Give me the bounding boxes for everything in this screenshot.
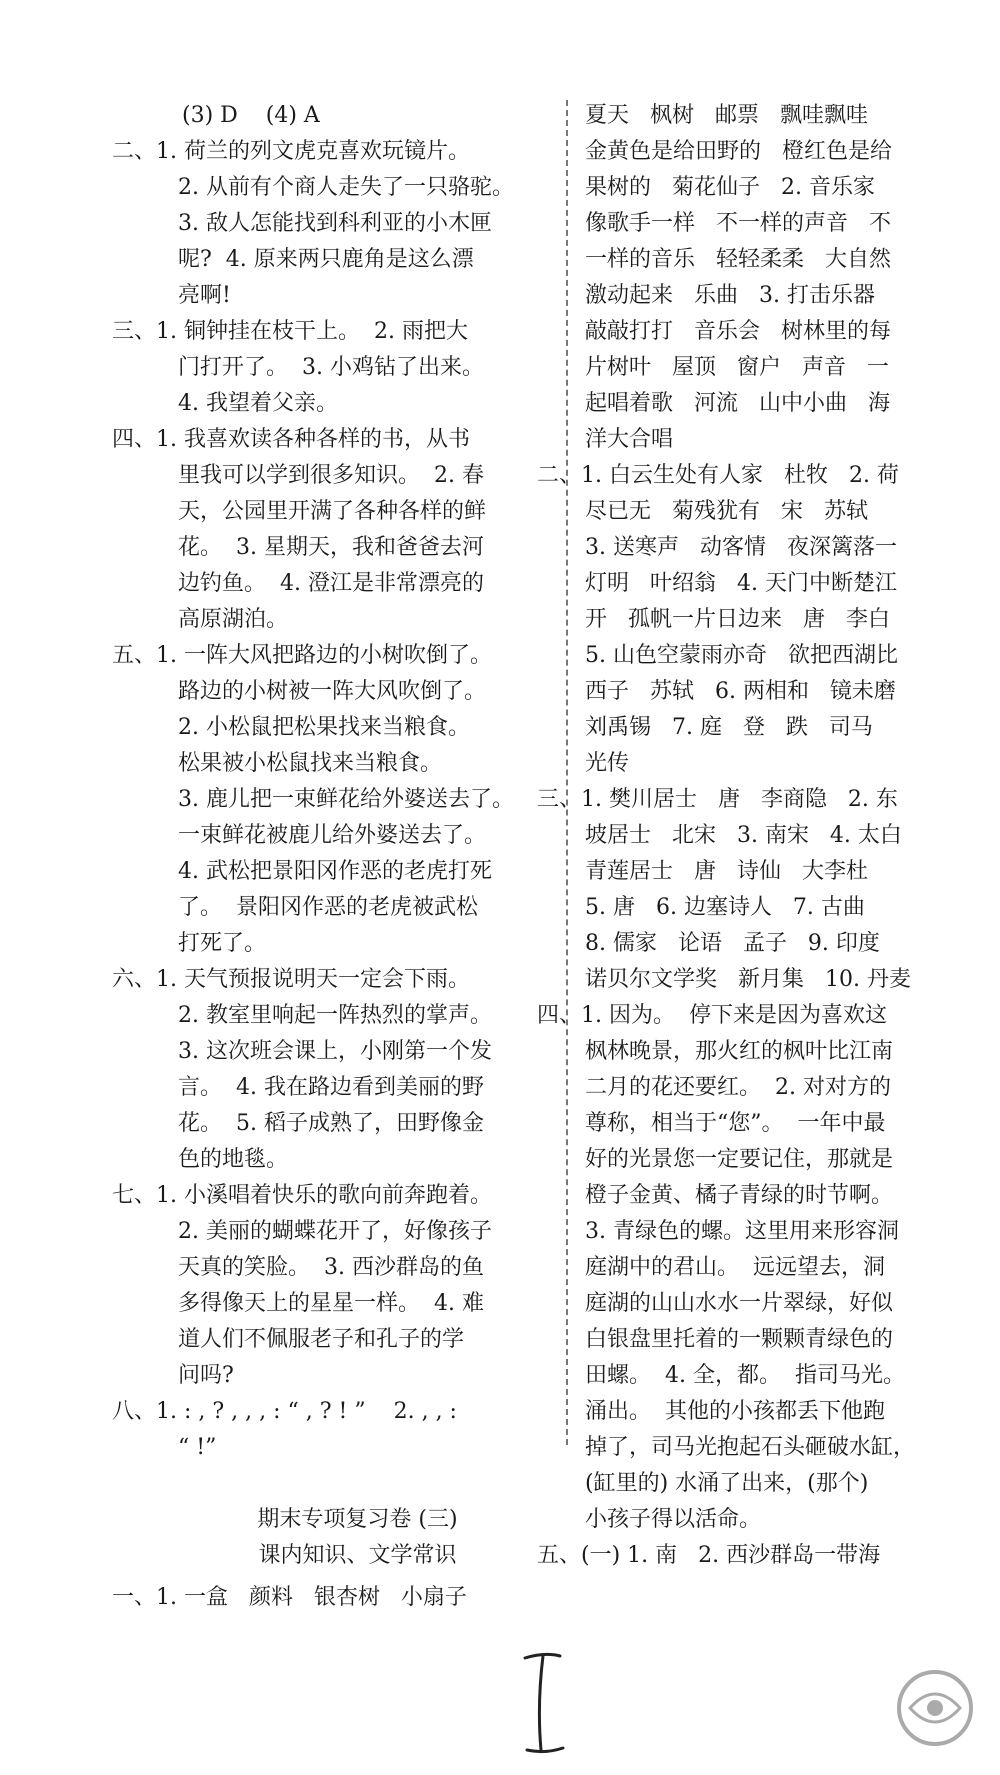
left-column xyxy=(112,98,555,1616)
text-line: 二、1. 荷兰的列文虎克喜欢玩镜片。 xyxy=(112,139,470,164)
text-line: “ !” xyxy=(178,1435,217,1460)
text-line: 田螺。 4. 全，都。 指司马光。 xyxy=(585,1363,905,1388)
text-line: 色的地毯。 xyxy=(178,1147,289,1172)
text-line: 5. 山色空蒙雨亦奇 欲把西湖比 xyxy=(585,643,898,668)
text-line: 掉了，司马光抱起石头砸破水缸， xyxy=(585,1435,916,1460)
text-line: 五、1. 一阵大风把路边的小树吹倒了。 xyxy=(112,643,492,668)
text-line: 枫林晚景，那火红的枫叶比江南 xyxy=(585,1039,894,1064)
text-line: 一、1. 一盒 颜料 银杏树 小扇子 xyxy=(112,1585,467,1610)
section-title: 期末专项复习卷 (三) xyxy=(257,1507,458,1532)
text-line: 天，公园里开满了各种各样的鲜 xyxy=(178,499,487,524)
text-line: 门打开了。 3. 小鸡钻了出来。 xyxy=(178,355,484,380)
text-line: 庭湖中的君山。 远远望去，洞 xyxy=(585,1255,885,1280)
text-line: 打死了。 xyxy=(178,931,267,956)
text-line: 松果被小松鼠找来当粮食。 xyxy=(178,751,443,776)
text-line: 边钓鱼。 4. 澄江是非常漂亮的 xyxy=(178,571,484,596)
text-line: 诺贝尔文学奖 新月集 10. 丹麦 xyxy=(585,967,911,992)
text-line: 四、1. 我喜欢读各种各样的书，从书 xyxy=(112,427,470,452)
text-line: 3. 这次班会课上，小刚第一个发 xyxy=(178,1039,492,1064)
text-line: 刘禹锡 7. 庭 登 跌 司马 xyxy=(585,715,873,740)
text-line: 敲敲打打 音乐会 树林里的每 xyxy=(585,319,891,344)
text-line: 庭湖的山山水水一片翠绿，好似 xyxy=(585,1291,894,1316)
text-line: 二、1. 白云生处有人家 杜牧 2. 荷 xyxy=(537,463,899,488)
watermark-logo xyxy=(880,1660,990,1770)
text-line: 花。 3. 星期天，我和爸爸去河 xyxy=(178,535,484,560)
text-line: 呢? 4. 原来两只鹿角是这么漂 xyxy=(178,247,474,272)
text-line: 夏天 枫树 邮票 飘哇飘哇 xyxy=(585,103,868,128)
handwritten-bracket-mark xyxy=(515,1650,575,1764)
text-line: 洋大合唱 xyxy=(585,427,674,452)
text-line: 橙子金黄、橘子青绿的时节啊。 xyxy=(585,1183,894,1208)
text-line: 天真的笑脸。 3. 西沙群岛的鱼 xyxy=(178,1255,484,1280)
text-line: 西子 苏轼 6. 两相和 镜未磨 xyxy=(585,679,896,704)
text-line: 开 孤帆一片日边来 唐 李白 xyxy=(585,607,890,632)
text-line: 5. 唐 6. 边塞诗人 7. 古曲 xyxy=(585,895,865,920)
text-line: 果树的 菊花仙子 2. 音乐家 xyxy=(585,175,875,200)
text-line: 三、1. 铜钟挂在枝干上。 2. 雨把大 xyxy=(112,319,468,344)
text-line: 2. 小松鼠把松果找来当粮食。 xyxy=(178,715,470,740)
text-line: 多得像天上的星星一样。 4. 难 xyxy=(178,1291,484,1316)
text-line: 青莲居士 唐 诗仙 大李杜 xyxy=(585,859,868,884)
text-line: 高原湖泊。 xyxy=(178,607,289,632)
text-line: 2. 从前有个商人走失了一只骆驼。 xyxy=(178,175,514,200)
text-line: 3. 鹿儿把一束鲜花给外婆送去了。 xyxy=(178,787,514,812)
text-line: 五、(一) 1. 南 2. 西沙群岛一带海 xyxy=(537,1543,881,1568)
section-subtitle: 课内知识、文学常识 xyxy=(258,1543,457,1568)
text-line: (缸里的) 水涌了出来，(那个) xyxy=(585,1471,869,1496)
text-line: 了。 景阳冈作恶的老虎被武松 xyxy=(178,895,478,920)
text-line: (3) D (4) A xyxy=(182,103,320,128)
text-line: 二月的花还要红。 2. 对对方的 xyxy=(585,1075,891,1100)
text-line: 好的光景您一定要记住，那就是 xyxy=(585,1147,894,1172)
text-line: 光传 xyxy=(585,751,630,776)
text-line: 言。 4. 我在路边看到美丽的野 xyxy=(178,1075,484,1100)
text-line: 片树叶 屋顶 窗户 声音 一 xyxy=(585,355,889,380)
text-line: 花。 5. 稻子成熟了，田野像金 xyxy=(178,1111,484,1136)
text-line: 8. 儒家 论语 孟子 9. 印度 xyxy=(585,931,880,956)
text-line: 涌出。 其他的小孩都丢下他跑 xyxy=(585,1399,885,1424)
text-line: 尽已无 菊残犹有 宋 苏轼 xyxy=(585,499,868,524)
text-line: 3. 敌人怎能找到科利亚的小木匣 xyxy=(178,211,492,236)
text-line: 亮啊! xyxy=(178,283,231,308)
text-line: 里我可以学到很多知识。 2. 春 xyxy=(178,463,484,488)
text-line: 金黄色是给田野的 橙红色是给 xyxy=(585,139,892,164)
text-line: 3. 青绿色的螺。这里用来形容洞 xyxy=(585,1219,899,1244)
text-line: 4. 我望着父亲。 xyxy=(178,391,338,416)
text-line: 白银盘里托着的一颗颗青绿色的 xyxy=(585,1327,894,1352)
text-line: 起唱着歌 河流 山中小曲 海 xyxy=(585,391,890,416)
text-line: 激动起来 乐曲 3. 打击乐器 xyxy=(585,283,875,308)
text-line: 八、1. : , ? , , , : “ , ? ! ” 2. , , : xyxy=(112,1399,457,1424)
text-line: 三、1. 樊川居士 唐 李商隐 2. 东 xyxy=(537,787,898,812)
text-line: 一束鲜花被鹿儿给外婆送去了。 xyxy=(178,823,487,848)
text-line: 一样的音乐 轻轻柔柔 大自然 xyxy=(585,247,891,272)
right-column xyxy=(537,98,960,1574)
text-line: 四、1. 因为。 停下来是因为喜欢这 xyxy=(537,1003,887,1028)
text-line: 道人们不佩服老子和孔子的学 xyxy=(178,1327,465,1352)
text-line: 3. 送寒声 动客情 夜深篱落一 xyxy=(585,535,897,560)
text-line: 路边的小树被一阵大风吹倒了。 xyxy=(178,679,487,704)
text-line: 六、1. 天气预报说明天一定会下雨。 xyxy=(112,967,470,992)
text-line: 小孩子得以活命。 xyxy=(585,1507,762,1532)
text-line: 问吗? xyxy=(178,1363,234,1388)
text-line: 尊称，相当于“您”。 一年中最 xyxy=(585,1111,886,1136)
text-line: 灯明 叶绍翁 4. 天门中断楚江 xyxy=(585,571,897,596)
text-line: 像歌手一样 不一样的声音 不 xyxy=(585,211,891,236)
text-line: 七、1. 小溪唱着快乐的歌向前奔跑着。 xyxy=(112,1183,492,1208)
text-line: 4. 武松把景阳冈作恶的老虎打死 xyxy=(178,859,492,884)
text-line: 2. 美丽的蝴蝶花开了，好像孩子 xyxy=(178,1219,492,1244)
text-line: 2. 教室里响起一阵热烈的掌声。 xyxy=(178,1003,492,1028)
text-line: 坡居士 北宋 3. 南宋 4. 太白 xyxy=(585,823,902,848)
column-divider xyxy=(566,100,568,1445)
